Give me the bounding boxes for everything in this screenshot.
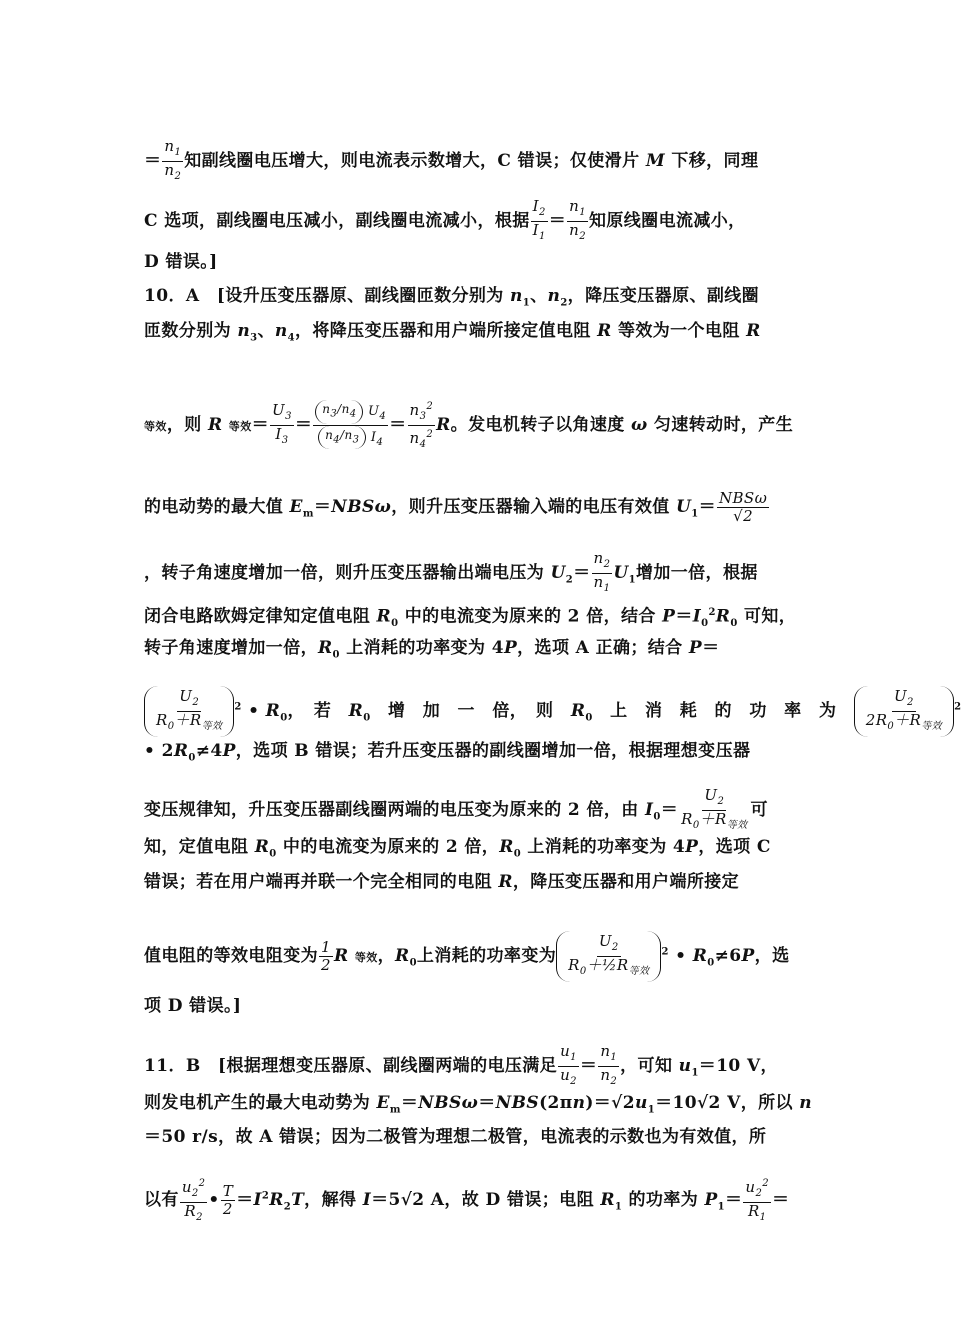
text-line-18: 11．B [根据理想变压器原、副线圈两端的电压满足 $\frac{u_1}{u_2}$ ＝ $\frac{n_1}{n_2}$ ，可知 $u_1=10$ V， bbox=[144, 1042, 778, 1087]
text-line-4: 10．A [设升压变压器原、副线圈匝数分别为 $n_1$、$n_2$，降压变压器原、副线圈 bbox=[144, 286, 760, 309]
text-line-11: $\frac{U_2}{R_0+R_{等效}}$ $^2$ • $R_0$， 若 $R_0$ 增 加 一 倍， 则 $R_0$ 上 消 耗 的 功 率 为 $\frac{U_2}{2R_0+R_{等效}}$ $^2$ bbox=[144, 686, 810, 737]
text-line-6: 等效，则 R 等效＝ $\frac{U_3}{I_3}$ ＝ $\frac{n_3/n_4 U_4}{n_4/n_3 I_4}$ ＝ $\frac{n_3^2}{n_4^2}$ R。发电机转子以角速度 ω 匀速转动时，产生 bbox=[144, 398, 810, 453]
text-line-15: 错误；若在用户端再并联一个完全相同的电阻 R，降压变压器和用户端所接定 bbox=[144, 872, 740, 892]
text-line-20: ＝50 r/s，故 A 错误；因为二极管为理想二极管，电流表的示数也为有效值，所 bbox=[144, 1127, 767, 1147]
text-line-9: 闭合电路欧姆定律知定值电阻 $R_0$ 中的电流变为原来的 2 倍，结合 $P=I_0^2R_0$ 可知， bbox=[144, 606, 797, 630]
text-line-2: C 选项，副线圈电压减小，副线圈电流减小，根据 $\frac{I_2}{I_1}$ ＝ $\frac{n_1}{n_2}$ 知原线圈电流减小， bbox=[144, 197, 746, 242]
text-line-19: 则发电机产生的最大电动势为 $E_m=NBS\omega=NBS(2\pi n)=√2u_1=10√2$ V，所以 n bbox=[144, 1093, 812, 1116]
text-line-14: 知，定值电阻 $R_0$ 中的电流变为原来的 2 倍，$R_0$ 上消耗的功率变为 4P，选项 C bbox=[144, 837, 771, 860]
text-line-5: 匝数分别为 $n_3$、$n_4$，将降压变压器和用户端所接定值电阻 R 等效为一个电阻 R bbox=[144, 321, 761, 344]
text-line-21: 以有 $\frac{u_2^2}{R_2}$ • $\frac{T}{2}$ $=I^2R_2T$，解得 I＝5√2 A，故 D 错误；电阻 $R_1$ 的功率为 $P_1=$ $\frac{u_2^2}{R_1}$ ＝ bbox=[144, 1175, 810, 1226]
text-line-12: • $2R_0\ne 4P$，选项 B 错误；若升压变压器的副线圈增加一倍，根据理想变压器 bbox=[144, 741, 751, 764]
text-line-7: 的电动势的最大值 $E_m=NBS\omega$，则升压变压器输入端的电压有效值 $U_1=$ $\frac{\text{NBSω}}{√2}$ bbox=[144, 489, 768, 525]
text-line-1: ＝ $\frac{n_1}{n_2}$ 知副线圈电压增大，则电流表示数增大，C 错误；仅使滑片 M 下移，同理 bbox=[144, 137, 759, 182]
text-line-3: D 错误。] bbox=[144, 252, 218, 272]
text-line-17: 项 D 错误。] bbox=[144, 996, 242, 1016]
text-line-8: ，转子角速度增加一倍，则升压变压器输出端电压为 $U_2=$ $\frac{n_2}{n_1}$ $U_1$增加一倍，根据 bbox=[144, 549, 758, 594]
text-line-10: 转子角速度增加一倍，$R_0$ 上消耗的功率变为 4P，选项 A 正确；结合 P＝ bbox=[144, 638, 720, 661]
text-line-16: 值电阻的等效电阻变为 $\frac{1}{2}$ R 等效，$R_0$上消耗的功率变为 $\frac{U_2}{R_0+\frac{1}{2}R_{等效}}$ $^2$ • $R_0\ne 6P$，选 bbox=[144, 931, 810, 982]
text-line-13: 变压规律知，升压变压器副线圈两端的电压变为原来的 2 倍，由 $I_0=$ $\frac{U_2}{R_0+R_{等效}}$ 可 bbox=[144, 786, 768, 831]
